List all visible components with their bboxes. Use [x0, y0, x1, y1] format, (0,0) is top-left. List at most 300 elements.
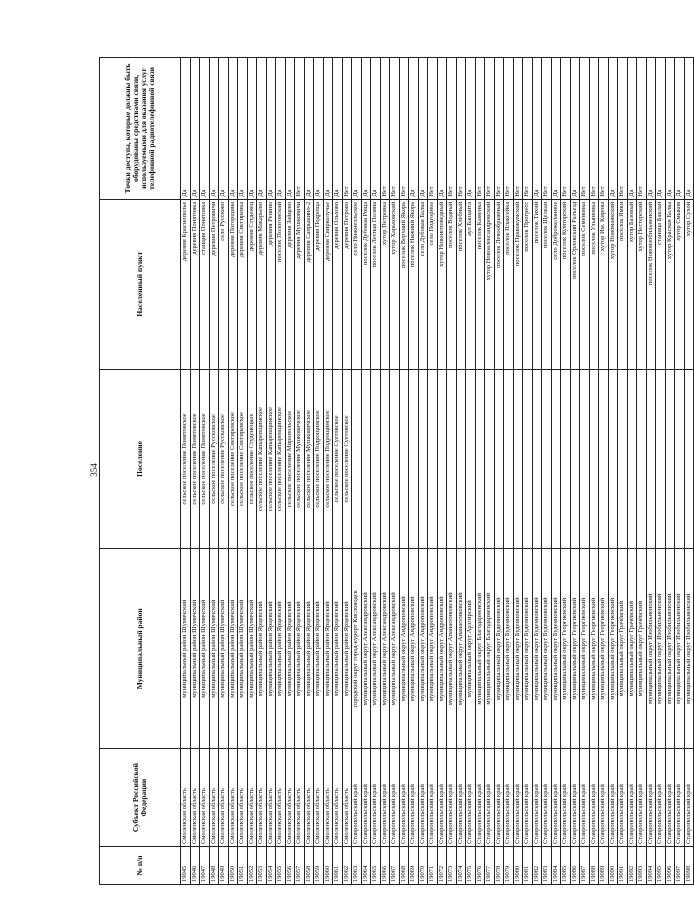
row-number: 19088	[589, 847, 599, 885]
row-number: 19065	[371, 847, 381, 885]
table-row	[276, 58, 286, 885]
row-number: 19090	[608, 847, 618, 885]
row-district: муниципальный округ Апанасенковский	[447, 549, 457, 749]
row-locality: поселок Орловский Разъезд	[570, 199, 580, 369]
row-number: 19048	[209, 847, 219, 885]
row-settlement	[542, 369, 552, 549]
row-district: муниципальный округ Грачёвский	[627, 549, 637, 749]
row-district: муниципальный округ Георгиевский	[570, 549, 580, 749]
row-locality: поселок Верхний Якорь	[399, 199, 409, 369]
row-district: муниципальный район Шумячский	[190, 549, 200, 749]
row-access: Да	[219, 58, 229, 200]
table-row	[618, 58, 628, 885]
row-locality: поселок Правокумский	[513, 199, 523, 369]
table-row	[333, 58, 343, 885]
row-number: 19059	[314, 847, 324, 885]
row-subject: Ставропольский край	[561, 749, 571, 847]
row-access: Да	[665, 58, 675, 200]
row-number: 19053	[257, 847, 267, 885]
row-access: Нет	[399, 58, 409, 200]
row-settlement: сельское поселение Руссковское	[219, 369, 229, 549]
table-row	[238, 58, 248, 885]
row-access: Нет	[475, 58, 485, 200]
row-settlement	[399, 369, 409, 549]
row-number: 19057	[295, 847, 305, 885]
row-access: Нет	[580, 58, 590, 200]
row-settlement	[380, 369, 390, 549]
row-locality: хутор Им. Кирова	[599, 199, 609, 369]
row-settlement	[684, 369, 694, 549]
row-access: Нет	[589, 58, 599, 200]
row-access: Нет	[342, 58, 352, 200]
row-locality: деревня Зайцево	[285, 199, 295, 369]
row-locality: деревня Мушковичи	[295, 199, 305, 369]
settlements-table	[99, 57, 694, 885]
row-locality: хутор Новоисповедный	[437, 199, 447, 369]
row-number: 19083	[542, 847, 552, 885]
table-row	[390, 58, 400, 885]
table-row	[190, 58, 200, 885]
table-row	[656, 58, 666, 885]
row-number: 19097	[675, 847, 685, 885]
row-subject: Ставропольский край	[409, 749, 419, 847]
row-locality: поселок Лесная Поляна	[371, 199, 381, 369]
row-settlement	[475, 369, 485, 549]
row-locality: хутор Новомаякский	[608, 199, 618, 369]
row-number: 19084	[551, 847, 561, 885]
table-row	[314, 58, 324, 885]
row-access: Да	[361, 58, 371, 200]
row-district: городской округ город-курорт Кисловодск	[352, 549, 362, 749]
row-locality: деревня Краснополье	[181, 199, 191, 369]
header-number: № п/п	[100, 847, 181, 885]
row-district: муниципальный район Ярцевский	[323, 549, 333, 749]
row-locality: деревня Снегиревка	[238, 199, 248, 369]
row-number: 19085	[561, 847, 571, 885]
row-locality: село Подгорное	[428, 199, 438, 369]
row-access: Нет	[561, 58, 571, 200]
row-number: 19054	[266, 847, 276, 885]
row-locality: село Доброжеланное	[551, 199, 561, 369]
row-settlement: сельское поселение Руссковское	[209, 369, 219, 549]
row-district: муниципальный район Шумячский	[200, 549, 210, 749]
row-settlement: сельское поселение Студенецкое	[247, 369, 257, 549]
row-number: 19055	[276, 847, 286, 885]
row-locality: деревня Сапрыкино-2	[304, 199, 314, 369]
row-number: 19089	[599, 847, 609, 885]
row-subject: Ставропольский край	[684, 749, 694, 847]
row-subject: Ставропольский край	[656, 749, 666, 847]
row-settlement	[551, 369, 561, 549]
row-access: Нет	[380, 58, 390, 200]
table-row	[304, 58, 314, 885]
row-settlement	[532, 369, 542, 549]
row-number: 19093	[637, 847, 647, 885]
table-row	[466, 58, 476, 885]
row-settlement	[599, 369, 609, 549]
table-row	[665, 58, 675, 885]
row-subject: Ставропольский край	[589, 749, 599, 847]
row-number: 19082	[532, 847, 542, 885]
row-access: Да	[675, 58, 685, 200]
row-number: 19094	[646, 847, 656, 885]
row-access: Да	[656, 58, 666, 200]
row-subject: Ставропольский край	[380, 749, 390, 847]
row-district: муниципальный округ Буденновский	[532, 549, 542, 749]
row-district: муниципальный округ Андроповский	[418, 549, 428, 749]
row-access: Нет	[447, 58, 457, 200]
row-access: Нет	[485, 58, 495, 200]
row-locality: поселок Дубовая Роща	[361, 199, 371, 369]
row-number: 19046	[190, 847, 200, 885]
row-access: Нет	[428, 58, 438, 200]
row-subject: Ставропольский край	[352, 749, 362, 847]
row-locality: станция Понятовка	[200, 199, 210, 369]
row-locality: деревня Петровичи	[209, 199, 219, 369]
row-access: Да	[247, 58, 257, 200]
row-access: Да	[437, 58, 447, 200]
row-district: муниципальный округ Александровский	[390, 549, 400, 749]
row-settlement	[409, 369, 419, 549]
table-row	[323, 58, 333, 885]
row-locality: поселок Каменка	[475, 199, 485, 369]
row-subject: Ставропольский край	[523, 749, 533, 847]
row-settlement: сельское поселение Понятовское	[200, 369, 210, 549]
row-settlement: сельское поселение Понятовское	[181, 369, 191, 549]
row-locality: деревня Понятовка	[190, 199, 200, 369]
row-access: Да	[371, 58, 381, 200]
row-settlement	[437, 369, 447, 549]
row-number: 19067	[390, 847, 400, 885]
row-subject: Смоленская область	[209, 749, 219, 847]
header-access-point: Точки доступа, которые должны быть оборудованы средствами связи, используемыми для оказания услуг телефонной радиотелефонной связи	[100, 58, 181, 200]
table-row	[409, 58, 419, 885]
row-subject: Ставропольский край	[428, 749, 438, 847]
row-access: Да	[570, 58, 580, 200]
row-settlement: сельское поселение Суетовское	[333, 369, 343, 549]
row-number: 19070	[418, 847, 428, 885]
header-subject: Субъект Российской Федерации	[100, 749, 181, 847]
row-settlement: сельское поселение Капыревщинское	[266, 369, 276, 549]
row-access: Да	[418, 58, 428, 200]
row-settlement: сельское поселение Суетовское	[342, 369, 352, 549]
row-subject: Смоленская область	[181, 749, 191, 847]
row-locality: хутор Базовый	[627, 199, 637, 369]
row-district: муниципальный округ Буденновский	[504, 549, 514, 749]
table-row	[399, 58, 409, 885]
row-number: 19086	[570, 847, 580, 885]
row-access: Нет	[523, 58, 533, 200]
row-access: Нет	[599, 58, 609, 200]
row-subject: Ставропольский край	[637, 749, 647, 847]
table-row	[342, 58, 352, 885]
table-row	[428, 58, 438, 885]
row-locality: поселок Кумторский	[561, 199, 571, 369]
row-settlement: сельское поселение Капыревщинское	[257, 369, 267, 549]
table-row	[494, 58, 504, 885]
row-access: Да	[181, 58, 191, 200]
row-subject: Ставропольский край	[485, 749, 495, 847]
row-district: муниципальный округ Андроповский	[399, 549, 409, 749]
row-access: Да	[238, 58, 248, 200]
row-settlement	[618, 369, 628, 549]
row-locality: хутор Нестерский	[637, 199, 647, 369]
table-row	[371, 58, 381, 885]
row-settlement: сельское поселение Снегиревское	[238, 369, 248, 549]
row-settlement	[485, 369, 495, 549]
row-district: муниципальный округ Георгиевский	[608, 549, 618, 749]
table-row	[475, 58, 485, 885]
row-settlement: сельское поселение Подрощинское	[323, 369, 333, 549]
row-locality: поселок Семеновка	[580, 199, 590, 369]
row-locality: поселок Левообрывный	[494, 199, 504, 369]
row-number: 19058	[304, 847, 314, 885]
row-subject: Ставропольский край	[608, 749, 618, 847]
row-settlement: сельское поселение Миропольское	[285, 369, 295, 549]
row-settlement	[352, 369, 362, 549]
row-number: 19069	[409, 847, 419, 885]
row-district: муниципальный округ Изобильненский	[656, 549, 666, 749]
row-subject: Смоленская область	[304, 749, 314, 847]
row-district: муниципальный округ Александровский	[380, 549, 390, 749]
row-district: муниципальный район Ярцевский	[276, 549, 286, 749]
row-subject: Смоленская область	[276, 749, 286, 847]
row-district: муниципальный округ Изобильненский	[646, 549, 656, 749]
row-number: 19074	[456, 847, 466, 885]
row-settlement	[561, 369, 571, 549]
row-locality: хутор Харьковский	[390, 199, 400, 369]
row-locality: деревня Погорщина	[228, 199, 238, 369]
row-locality: поселок Щелкан	[542, 199, 552, 369]
row-settlement	[418, 369, 428, 549]
row-access: Нет	[542, 58, 552, 200]
row-locality: деревня Студенец	[247, 199, 257, 369]
page-number: 354	[89, 463, 99, 477]
row-settlement	[570, 369, 580, 549]
row-settlement	[371, 369, 381, 549]
row-district: муниципальный район Шумячский	[238, 549, 248, 749]
row-district: муниципальный район Ярцевский	[266, 549, 276, 749]
row-number: 19061	[333, 847, 343, 885]
row-district: муниципальный округ Андроповский	[437, 549, 447, 749]
row-settlement	[665, 369, 675, 549]
row-access: Нет	[295, 58, 305, 200]
table-row	[418, 58, 428, 885]
table-row	[627, 58, 637, 885]
row-locality: поселок Водный	[447, 199, 457, 369]
row-access: Да	[646, 58, 656, 200]
row-subject: Ставропольский край	[371, 749, 381, 847]
table-row	[200, 58, 210, 885]
row-settlement: сельское поселение Подрощинское	[314, 369, 324, 549]
row-settlement	[646, 369, 656, 549]
row-subject: Смоленская область	[295, 749, 305, 847]
row-subject: Ставропольский край	[513, 749, 523, 847]
row-access: Да	[409, 58, 419, 200]
table-row	[456, 58, 466, 885]
row-access: Да	[627, 58, 637, 200]
row-district: муниципальный округ Андроповский	[409, 549, 419, 749]
row-district: муниципальный округ Андроповский	[428, 549, 438, 749]
row-district: муниципальный округ Георгиевский	[599, 549, 609, 749]
row-locality: деревня Свирколучье	[323, 199, 333, 369]
row-settlement	[456, 369, 466, 549]
table-row	[523, 58, 533, 885]
row-subject: Ставропольский край	[665, 749, 675, 847]
row-access: Да	[266, 58, 276, 200]
row-district: муниципальный округ Буденновский	[551, 549, 561, 749]
row-district: муниципальный округ Арзгирский	[466, 549, 476, 749]
table-row	[513, 58, 523, 885]
table-header-row	[100, 58, 181, 885]
row-district: муниципальный округ Благодарненский	[475, 549, 485, 749]
table-body	[181, 58, 694, 885]
table-row	[228, 58, 238, 885]
row-number: 19051	[238, 847, 248, 885]
row-number: 19098	[684, 847, 694, 885]
row-district: муниципальный округ Георгиевский	[589, 549, 599, 749]
row-number: 19071	[428, 847, 438, 885]
row-settlement	[608, 369, 618, 549]
table-row	[295, 58, 305, 885]
row-access: Нет	[390, 58, 400, 200]
row-number: 19095	[656, 847, 666, 885]
row-number: 19079	[504, 847, 514, 885]
row-access: Да	[314, 58, 324, 200]
row-district: муниципальный округ Георгиевский	[561, 549, 571, 749]
row-subject: Ставропольский край	[646, 749, 656, 847]
row-locality: поселок Плаксейка	[504, 199, 514, 369]
table-row	[504, 58, 514, 885]
row-subject: Ставропольский край	[599, 749, 609, 847]
row-settlement	[504, 369, 514, 549]
row-district: муниципальный район Ярцевский	[304, 549, 314, 749]
table-row	[266, 58, 276, 885]
header-settlement: Поселение	[100, 369, 181, 549]
row-settlement	[466, 369, 476, 549]
table-row	[447, 58, 457, 885]
row-subject: Ставропольский край	[390, 749, 400, 847]
row-number: 19096	[665, 847, 675, 885]
row-subject: Ставропольский край	[532, 749, 542, 847]
row-access: Нет	[618, 58, 628, 200]
row-subject: Ставропольский край	[437, 749, 447, 847]
row-subject: Ставропольский край	[418, 749, 428, 847]
row-access: Да	[200, 58, 210, 200]
row-subject: Ставропольский край	[580, 749, 590, 847]
row-access: Да	[684, 58, 694, 200]
row-number: 19050	[228, 847, 238, 885]
row-district: муниципальный округ Георгиевский	[580, 549, 590, 749]
table-row	[285, 58, 295, 885]
row-number: 19076	[475, 847, 485, 885]
table-row	[352, 58, 362, 885]
row-settlement	[361, 369, 371, 549]
row-number: 19049	[219, 847, 229, 885]
row-settlement	[580, 369, 590, 549]
row-district: муниципальный округ Апанасенковский	[456, 549, 466, 749]
row-subject: Ставропольский край	[447, 749, 457, 847]
row-number: 19091	[618, 847, 628, 885]
row-number: 19066	[380, 847, 390, 885]
row-access: Да	[257, 58, 267, 200]
row-locality: деревня Подроща	[314, 199, 324, 369]
row-district: муниципальный район Шумячский	[247, 549, 257, 749]
row-locality: хутор Смыков	[675, 199, 685, 369]
row-access: Нет	[504, 58, 514, 200]
row-subject: Смоленская область	[323, 749, 333, 847]
row-settlement: сельское поселение Мушковичское	[304, 369, 314, 549]
row-number: 19075	[466, 847, 476, 885]
row-subject: Смоленская область	[285, 749, 295, 847]
table-row	[570, 58, 580, 885]
row-district: муниципальный район Шумячский	[219, 549, 229, 749]
row-locality: хутор Сухой	[684, 199, 694, 369]
row-access: Да	[551, 58, 561, 200]
row-district: муниципальный район Ярцевский	[257, 549, 267, 749]
row-district: муниципальный район Шумячский	[228, 549, 238, 749]
row-locality: поселок Нижний Якорь	[409, 199, 419, 369]
row-district: муниципальный округ Буденновский	[542, 549, 552, 749]
table-row	[219, 58, 229, 885]
table-row	[580, 58, 590, 885]
row-district: муниципальный округ Буденновский	[494, 549, 504, 749]
row-district: муниципальный округ Александровский	[371, 549, 381, 749]
row-number: 19092	[627, 847, 637, 885]
row-district: муниципальный округ Изобильненский	[675, 549, 685, 749]
row-number: 19063	[352, 847, 362, 885]
row-number: 19078	[494, 847, 504, 885]
table-row	[247, 58, 257, 885]
table-row	[599, 58, 609, 885]
row-locality: деревня Репино	[266, 199, 276, 369]
row-settlement	[656, 369, 666, 549]
row-district: муниципальный округ Изобильненский	[665, 549, 675, 749]
header-locality: Населенный пункт	[100, 199, 181, 369]
row-locality: поселок Хлебный	[456, 199, 466, 369]
row-access: Да	[466, 58, 476, 200]
row-district: муниципальный район Ярцевский	[333, 549, 343, 749]
row-subject: Ставропольский край	[466, 749, 476, 847]
header-district: Муниципальный район	[100, 549, 181, 749]
row-number: 19072	[437, 847, 447, 885]
row-settlement: сельское поселение Понятовское	[190, 369, 200, 549]
row-subject: Ставропольский край	[475, 749, 485, 847]
table-row	[561, 58, 571, 885]
row-district: муниципальный район Шумячский	[181, 549, 191, 749]
row-settlement: сельское поселение Капыревщинское	[276, 369, 286, 549]
row-access: Да	[532, 58, 542, 200]
row-locality: хутор Новоалександровский	[485, 199, 495, 369]
row-access: Да	[276, 58, 286, 200]
row-number: 19052	[247, 847, 257, 885]
row-number: 19062	[342, 847, 352, 885]
row-settlement: сельское поселение Снегиревское	[228, 369, 238, 549]
row-subject: Смоленская область	[219, 749, 229, 847]
row-subject: Ставропольский край	[570, 749, 580, 847]
row-access: Да	[304, 58, 314, 200]
row-district: муниципальный район Ярцевский	[342, 549, 352, 749]
row-number: 19047	[200, 847, 210, 885]
row-access: Нет	[513, 58, 523, 200]
row-subject: Ставропольский край	[399, 749, 409, 847]
row-subject: Смоленская область	[247, 749, 257, 847]
row-number: 19068	[399, 847, 409, 885]
table-row	[437, 58, 447, 885]
table-row	[257, 58, 267, 885]
row-locality: поселок Новоизобильненский	[646, 199, 656, 369]
row-number: 19077	[485, 847, 495, 885]
